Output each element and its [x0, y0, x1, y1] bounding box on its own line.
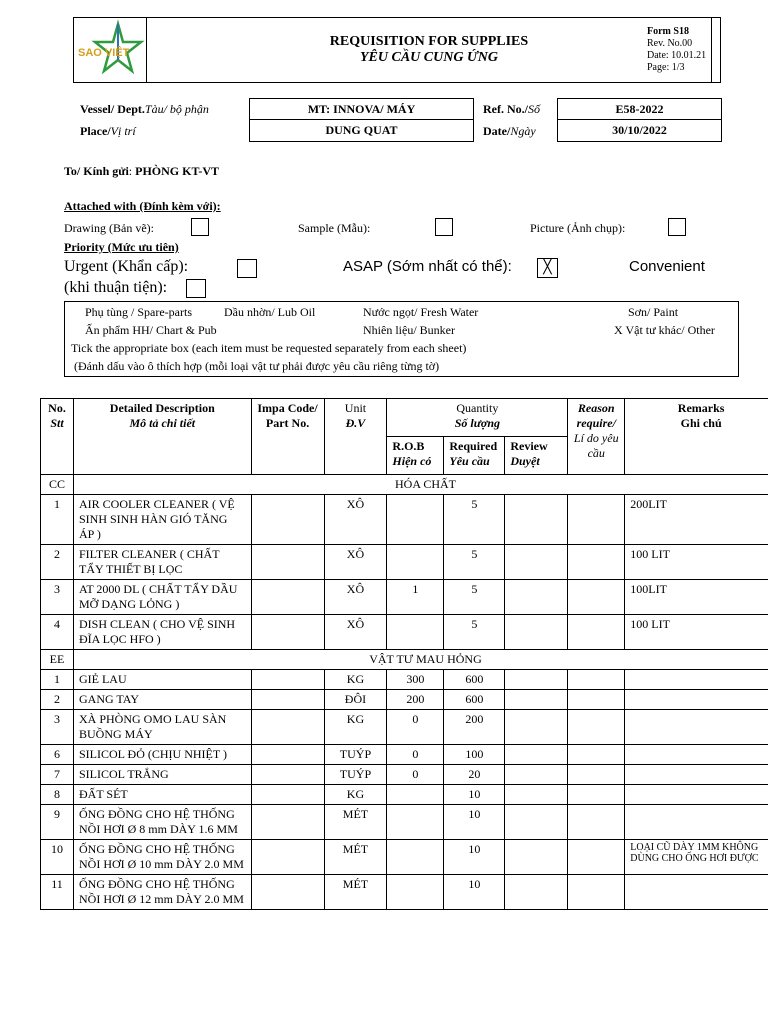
cell-reason[interactable] [568, 785, 625, 805]
cell-req[interactable]: 10 [444, 875, 505, 910]
cell-unit[interactable]: TUÝP [324, 765, 387, 785]
cat-note-en: Tick the appropriate box (each item must be requested separately from each sheet) [71, 341, 467, 355]
company-logo [74, 18, 147, 82]
cell-rob[interactable] [387, 875, 444, 910]
cell-desc[interactable]: SILICOL ĐỎ (CHỊU NHIỆT ) [73, 745, 251, 765]
col-review-header: Review Duyệt [505, 437, 568, 475]
table-row [41, 615, 768, 650]
table-row [41, 745, 768, 765]
col-qty-header: Quantity Số lượng [387, 399, 568, 437]
convenient-checkbox[interactable] [186, 279, 206, 298]
group-row-ee: EE VẬT TƯ MAU HỎNG [41, 650, 768, 670]
cell-review[interactable] [505, 495, 568, 545]
cell-remarks[interactable]: 200LIT [625, 495, 768, 545]
cell-no[interactable]: 1 [41, 670, 74, 690]
cell-unit[interactable]: KG [324, 710, 387, 745]
cell-impa[interactable] [251, 580, 324, 615]
cell-req[interactable]: 200 [444, 710, 505, 745]
col-req-header: Required Yêu cầu [444, 437, 505, 475]
cell-desc[interactable]: ỐNG ĐỒNG CHO HỆ THỐNG NỒI HƠI Ø 10 mm DÀY 2.0 MM [73, 840, 251, 875]
cell-no[interactable]: 3 [41, 580, 74, 615]
cell-unit[interactable]: MÉT [324, 840, 387, 875]
cell-req[interactable]: 5 [444, 615, 505, 650]
cell-review[interactable] [505, 690, 568, 710]
cell-remarks[interactable] [625, 875, 768, 910]
date-label: Date/Ngày [483, 124, 536, 138]
cat-spare[interactable]: Phụ tùng / Spare-parts [85, 305, 192, 319]
cell-rob[interactable] [387, 495, 444, 545]
form-date: Date: 10.01.21 [647, 50, 707, 61]
place-label: Place/Vị trí [80, 124, 136, 138]
cell-reason[interactable] [568, 805, 625, 840]
cell-reason[interactable] [568, 710, 625, 745]
cell-unit[interactable]: KG [324, 785, 387, 805]
cell-impa[interactable] [251, 840, 324, 875]
cell-rob[interactable]: 1 [387, 580, 444, 615]
cell-remarks[interactable] [625, 745, 768, 765]
table-row [41, 495, 768, 545]
cell-review[interactable] [505, 805, 568, 840]
table-row [41, 670, 768, 690]
cat-chart[interactable]: Ấn phẩm HH/ Chart & Pub [85, 323, 217, 337]
asap-label: ASAP (Sớm nhất có thể): [343, 258, 512, 275]
cell-reason[interactable] [568, 875, 625, 910]
cell-desc[interactable]: DISH CLEAN ( CHO VỆ SINH ĐĨA LỌC HFO ) [73, 615, 251, 650]
cell-impa[interactable] [251, 495, 324, 545]
cell-req[interactable]: 5 [444, 495, 505, 545]
cell-unit[interactable]: TUÝP [324, 745, 387, 765]
cell-req[interactable]: 600 [444, 670, 505, 690]
cell-rob[interactable] [387, 545, 444, 580]
urgent-label: Urgent (Khẩn cấp): [64, 258, 189, 275]
cell-unit[interactable]: XÔ [324, 545, 387, 580]
logo-text: SAO VIỆT [78, 47, 130, 59]
table-row [41, 710, 768, 745]
table-row [41, 840, 768, 875]
cell-unit[interactable]: XÔ [324, 615, 387, 650]
cell-no[interactable]: 2 [41, 690, 74, 710]
cell-req[interactable]: 5 [444, 545, 505, 580]
cell-impa[interactable] [251, 785, 324, 805]
cell-review[interactable] [505, 785, 568, 805]
cell-rob[interactable]: 0 [387, 745, 444, 765]
cell-review[interactable] [505, 615, 568, 650]
col-reason-header: Reason require/ Lí do yêu cầu [568, 399, 625, 475]
form-code: Form S18 [647, 26, 689, 37]
title-en: REQUISITION FOR SUPPLIES [329, 34, 529, 49]
cell-remarks[interactable]: LOẠI CŨ DÀY 1MM KHÔNG DÙNG CHO ỐNG HƠI ĐƯỢC [625, 840, 768, 875]
cell-remarks[interactable] [625, 765, 768, 785]
col-unit-header: Unit Đ.V [324, 399, 387, 475]
cell-req[interactable]: 10 [444, 840, 505, 875]
cell-impa[interactable] [251, 805, 324, 840]
cell-unit[interactable]: XÔ [324, 495, 387, 545]
cell-no[interactable]: 11 [41, 875, 74, 910]
ref-value[interactable]: E58-2022 [557, 98, 722, 120]
cell-reason[interactable] [568, 580, 625, 615]
cell-impa[interactable] [251, 545, 324, 580]
cell-reason[interactable] [568, 840, 625, 875]
table-row [41, 765, 768, 785]
sample-label: Sample (Mẫu): [298, 221, 371, 235]
col-rob-header: R.O.B Hiện có [387, 437, 444, 475]
cell-no[interactable]: 2 [41, 545, 74, 580]
cell-desc[interactable]: ỐNG ĐỒNG CHO HỆ THỐNG NỒI HƠI Ø 8 mm DÀY 1.6 MM [73, 805, 251, 840]
table-row [41, 785, 768, 805]
cell-impa[interactable] [251, 710, 324, 745]
cell-desc[interactable]: GIẺ LAU [73, 670, 251, 690]
ref-label: Ref. No./Số [483, 102, 540, 116]
cell-reason[interactable] [568, 545, 625, 580]
form-rev: Rev. No.00 [647, 38, 693, 49]
cell-remarks[interactable] [625, 670, 768, 690]
cell-impa[interactable] [251, 745, 324, 765]
cell-review[interactable] [505, 670, 568, 690]
cell-impa[interactable] [251, 615, 324, 650]
cell-review[interactable] [505, 765, 568, 785]
col-remarks-header: Remarks Ghi chú [625, 399, 768, 475]
category-box [64, 301, 739, 377]
cell-rob[interactable] [387, 615, 444, 650]
cell-remarks[interactable] [625, 710, 768, 745]
form-header [73, 17, 721, 83]
cell-remarks[interactable]: 100LIT [625, 580, 768, 615]
cell-remarks[interactable] [625, 690, 768, 710]
cell-rob[interactable] [387, 805, 444, 840]
drawing-label: Drawing (Bản vẽ): [64, 221, 154, 235]
star-logo-icon [74, 18, 146, 82]
cell-desc[interactable]: ĐẤT SÉT [73, 785, 251, 805]
vessel-value[interactable]: MT: INNOVA/ MÁY [249, 98, 474, 120]
cell-no[interactable]: 9 [41, 805, 74, 840]
cell-impa[interactable] [251, 690, 324, 710]
drawing-checkbox[interactable] [191, 218, 209, 236]
cell-reason[interactable] [568, 495, 625, 545]
table-row [41, 580, 768, 615]
cell-impa[interactable] [251, 875, 324, 910]
cell-reason[interactable] [568, 745, 625, 765]
cell-rob[interactable]: 300 [387, 670, 444, 690]
cell-unit[interactable]: XÔ [324, 580, 387, 615]
col-desc-header: Detailed Description Mô tả chi tiết [73, 399, 251, 475]
date-value[interactable]: 30/10/2022 [557, 119, 722, 142]
table-row [41, 545, 768, 580]
cell-rob[interactable] [387, 785, 444, 805]
asap-checkbox[interactable]: ╳ [537, 258, 558, 278]
cell-req[interactable]: 600 [444, 690, 505, 710]
cell-unit[interactable]: MÉT [324, 805, 387, 840]
cell-impa[interactable] [251, 670, 324, 690]
cell-unit[interactable]: MÉT [324, 875, 387, 910]
cell-reason[interactable] [568, 690, 625, 710]
cell-review[interactable] [505, 840, 568, 875]
cell-no[interactable]: 4 [41, 615, 74, 650]
place-value[interactable]: DUNG QUAT [249, 119, 474, 142]
convenient-label: Convenient [629, 258, 705, 275]
cat-paint[interactable]: Sơn/ Paint [628, 305, 679, 319]
form-page: Page: 1/3 [647, 62, 685, 73]
group-row-cc: CC HÓA CHẤT [41, 475, 768, 495]
cat-fresh-water[interactable]: Nước ngọt/ Fresh Water [363, 305, 479, 319]
cell-review[interactable] [505, 545, 568, 580]
cell-desc[interactable]: ỐNG ĐỒNG CHO HỆ THỐNG NỒI HƠI Ø 12 mm DÀY 2.0 MM [73, 875, 251, 910]
cat-bunker[interactable]: Nhiên liệu/ Bunker [363, 323, 455, 337]
cell-impa[interactable] [251, 765, 324, 785]
header-row-1 [41, 399, 768, 437]
cell-desc[interactable]: AIR COOLER CLEANER ( VỆ SINH SINH HÀN GIÓ TĂNG ÁP ) [73, 495, 251, 545]
cell-remarks[interactable] [625, 785, 768, 805]
priority-label: Priority (Mức ưu tiên) [64, 240, 179, 254]
table-row [41, 690, 768, 710]
cell-no[interactable]: 10 [41, 840, 74, 875]
form-meta [647, 26, 706, 74]
cell-review[interactable] [505, 580, 568, 615]
cat-lub-oil[interactable]: Dầu nhờn/ Lub Oil [224, 305, 316, 319]
cell-no[interactable]: 1 [41, 495, 74, 545]
title-vi: YÊU CẦU CUNG ỨNG [359, 50, 499, 65]
cell-reason[interactable] [568, 765, 625, 785]
form-title [147, 18, 712, 82]
picture-checkbox[interactable] [668, 218, 686, 236]
sample-checkbox[interactable] [435, 218, 453, 236]
cell-req[interactable]: 10 [444, 805, 505, 840]
cell-remarks[interactable]: 100 LIT [625, 545, 768, 580]
cell-unit[interactable]: KG [324, 670, 387, 690]
to-line: To/ Kính gửi: PHÒNG KT-VT [64, 164, 220, 178]
cell-remarks[interactable] [625, 805, 768, 840]
urgent-checkbox[interactable] [237, 259, 257, 278]
table-row [41, 875, 768, 910]
cell-req[interactable]: 20 [444, 765, 505, 785]
convenient-vi-label: (khi thuận tiện): [64, 279, 168, 296]
cell-no[interactable]: 7 [41, 765, 74, 785]
cat-note-vi: (Đánh dấu vào ô thích hợp (mỗi loại vật tư phải được yêu cầu riêng từng tờ) [74, 359, 440, 373]
cell-review[interactable] [505, 710, 568, 745]
cell-unit[interactable]: ĐÔI [324, 690, 387, 710]
cell-rob[interactable]: 0 [387, 765, 444, 785]
table-row [41, 805, 768, 840]
cell-no[interactable]: 3 [41, 710, 74, 745]
cell-req[interactable]: 10 [444, 785, 505, 805]
col-no-header: No. Stt [41, 399, 74, 475]
cell-review[interactable] [505, 875, 568, 910]
cell-desc[interactable]: SILICOL TRẮNG [73, 765, 251, 785]
cat-other[interactable]: X Vật tư khác/ Other [614, 323, 715, 337]
vessel-label: Vessel/ Dept.Tàu/ bộ phận [80, 102, 209, 116]
cell-req[interactable]: 100 [444, 745, 505, 765]
cell-desc[interactable]: FILTER CLEANER ( CHẤT TẨY THIẾT BỊ LỌC [73, 545, 251, 580]
cell-review[interactable] [505, 745, 568, 765]
cell-remarks[interactable]: 100 LIT [625, 615, 768, 650]
cell-reason[interactable] [568, 670, 625, 690]
cell-no[interactable]: 8 [41, 785, 74, 805]
cell-rob[interactable]: 200 [387, 690, 444, 710]
cell-desc[interactable]: GANG TAY [73, 690, 251, 710]
cell-no[interactable]: 6 [41, 745, 74, 765]
cell-rob[interactable]: 0 [387, 710, 444, 745]
items-table [40, 398, 768, 910]
attached-label: Attached with (Đính kèm với): [64, 199, 221, 213]
cell-desc[interactable]: XÀ PHÒNG OMO LAU SÀN BUỒNG MÁY [73, 710, 251, 745]
cell-req[interactable]: 5 [444, 580, 505, 615]
picture-label: Picture (Ảnh chụp): [530, 221, 626, 235]
cell-desc[interactable]: AT 2000 DL ( CHẤT TẨY DẦU MỠ DẠNG LỎNG ) [73, 580, 251, 615]
col-impa-header: Impa Code/ Part No. [251, 399, 324, 475]
cell-reason[interactable] [568, 615, 625, 650]
cell-rob[interactable] [387, 840, 444, 875]
